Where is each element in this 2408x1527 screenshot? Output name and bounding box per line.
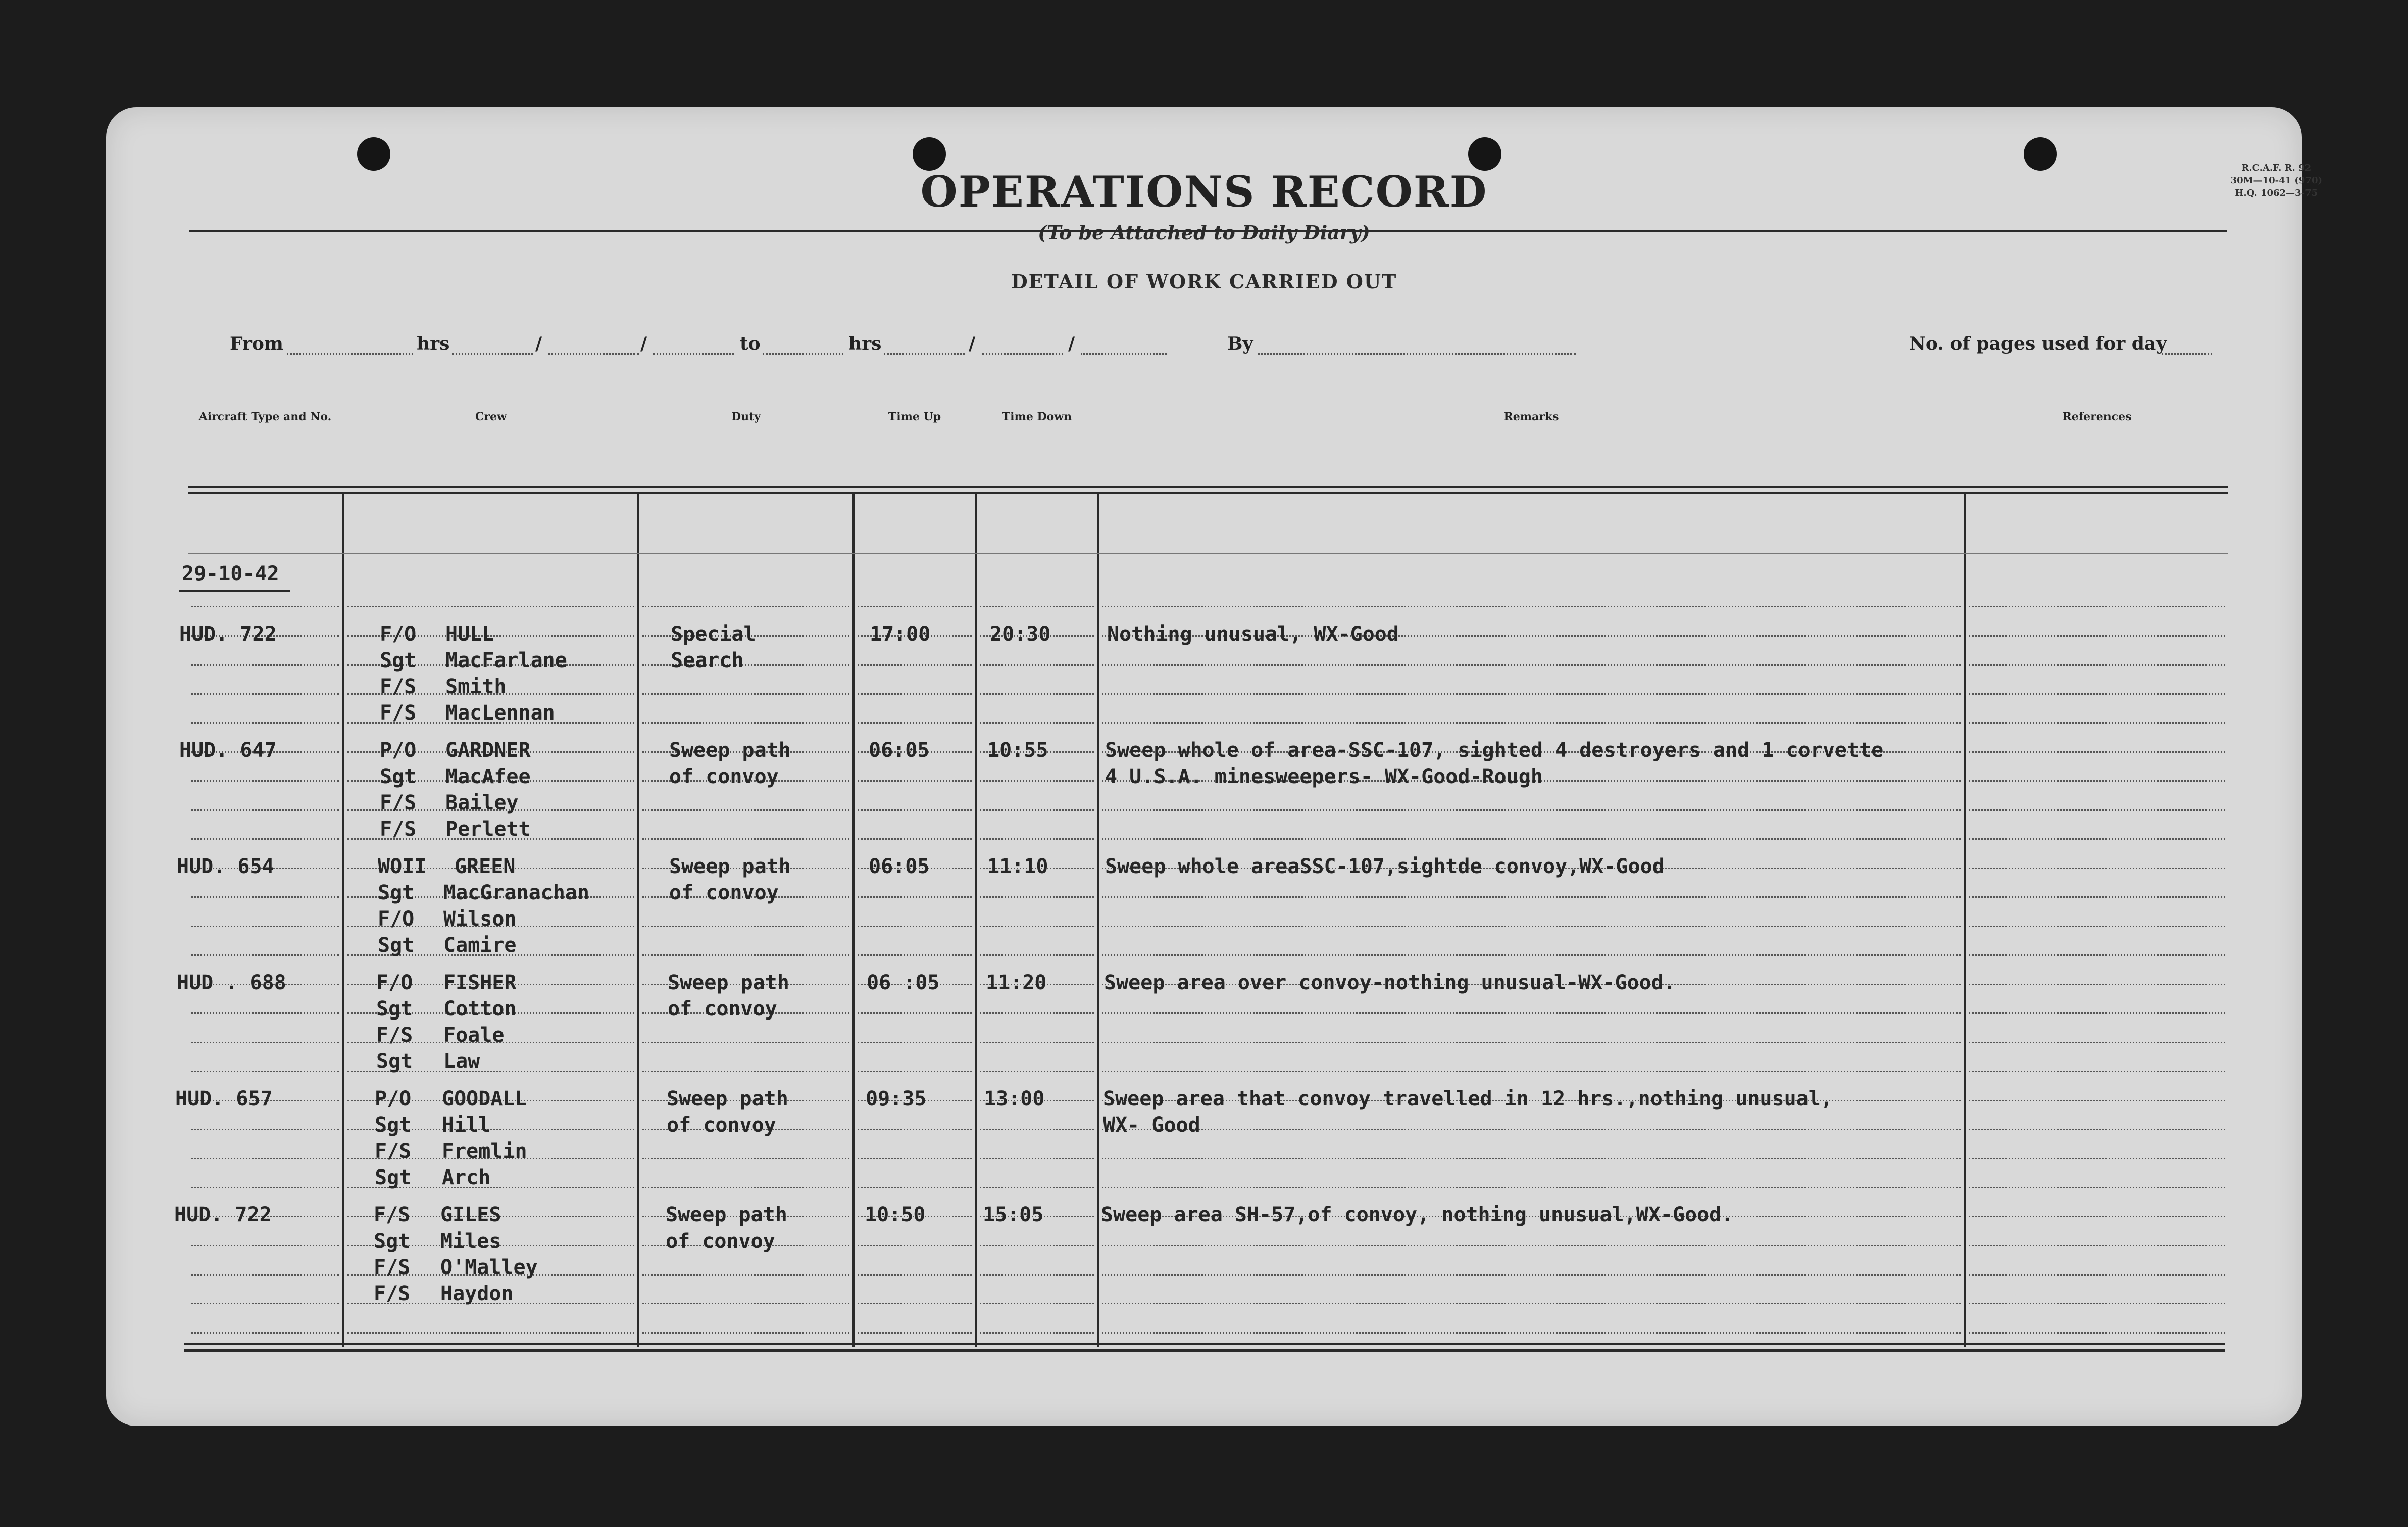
ruled-line (191, 1187, 339, 1188)
remarks-cell: Sweep whole areaSSC-107,sightde convoy,WX-Good (1105, 855, 1665, 878)
crew-name: HULL (445, 623, 494, 646)
crew-rank: F/S (374, 1256, 411, 1279)
ruled-line (191, 1158, 339, 1159)
ruled-line (642, 606, 849, 607)
from-label: From (230, 333, 283, 354)
ruled-line (980, 722, 1094, 724)
ruled-line (980, 809, 1094, 811)
ruled-line (1969, 984, 2225, 985)
time-down-cell: 15:05 (983, 1203, 1044, 1227)
ruled-line (980, 954, 1094, 956)
date-underline (179, 590, 290, 592)
ruled-line (191, 1129, 339, 1130)
crew-name: Foale (443, 1024, 505, 1047)
crew-name: Haydon (440, 1282, 514, 1305)
crew-name: Hill (442, 1113, 491, 1137)
duty-cell: Sweep path (666, 1203, 787, 1227)
ruled-line (980, 1071, 1094, 1072)
time-down-cell: 10:55 (987, 739, 1048, 762)
aircraft-cell: HUD. 654 (177, 855, 274, 878)
ruled-line (858, 1245, 972, 1246)
ruled-line (191, 926, 339, 927)
ruled-line (1102, 1187, 1961, 1188)
ruled-line (191, 838, 339, 840)
ruled-line (858, 664, 972, 666)
crew-name: MacGranachan (443, 881, 589, 904)
ruled-line (980, 1129, 1094, 1130)
crew-name: Perlett (445, 818, 531, 841)
crew-rank: Sgt (374, 1230, 411, 1253)
ruled-line (191, 722, 339, 724)
ruled-line (858, 693, 972, 695)
crew-rank: Sgt (375, 1166, 412, 1189)
crew-name: GILES (440, 1203, 501, 1227)
ruled-line (1969, 1303, 2225, 1304)
ruled-line (858, 1042, 972, 1043)
ruled-line (858, 1332, 972, 1334)
ruled-line (980, 1245, 1094, 1246)
ruled-line (980, 606, 1094, 607)
ruled-line (642, 693, 849, 695)
ruled-line (858, 926, 972, 927)
ruled-line (642, 1158, 849, 1159)
time-down-cell: 11:10 (987, 855, 1048, 878)
ruled-line (191, 606, 339, 607)
ruled-line (858, 838, 972, 840)
duty-cell: Search (671, 649, 744, 672)
ruled-line (858, 896, 972, 898)
ruled-line (642, 1303, 849, 1304)
duty-cell: of convoy (669, 881, 779, 904)
ruled-line (642, 1332, 849, 1334)
duty-cell: of convoy (666, 1230, 775, 1253)
remarks-cell: WX- Good (1103, 1113, 1200, 1137)
crew-name: MacLennan (445, 701, 555, 725)
to-label: to (740, 333, 761, 354)
duty-cell: Sweep path (667, 1087, 788, 1110)
ruled-line (858, 1129, 972, 1130)
ruled-line (191, 809, 339, 811)
ruled-line (980, 1012, 1094, 1014)
ruled-line (1969, 1012, 2225, 1014)
table-top-rule (188, 486, 2228, 488)
ruled-line (1969, 1129, 2225, 1130)
crew-name: Miles (440, 1230, 501, 1253)
ruled-line (642, 1042, 849, 1043)
ruled-line (980, 896, 1094, 898)
ruled-line (858, 954, 972, 956)
ruled-line (1969, 868, 2225, 869)
ruled-line (980, 664, 1094, 666)
crew-rank: F/S (380, 701, 417, 725)
ruled-line (191, 1332, 339, 1334)
ruled-line (980, 1274, 1094, 1276)
ruled-line (1969, 926, 2225, 927)
crew-name: Camire (443, 934, 517, 957)
ruled-line (858, 1012, 972, 1014)
ruled-line (1102, 896, 1961, 898)
ruled-line (858, 722, 972, 724)
ruled-line (980, 1332, 1094, 1334)
crew-rank: F/S (380, 791, 417, 815)
ruled-line (858, 780, 972, 782)
ruled-line (191, 896, 339, 898)
ruled-line (1102, 1129, 1961, 1130)
crew-rank: F/O (380, 623, 417, 646)
remarks-cell: Sweep area that convoy travelled in 12 hrs.,nothing unusual, (1103, 1087, 1833, 1110)
ruled-line (1102, 1303, 1961, 1304)
ruled-line (980, 926, 1094, 927)
ruled-line (858, 1274, 972, 1276)
ruled-line (1969, 1274, 2225, 1276)
ruled-line (191, 780, 339, 782)
crew-rank: Sgt (378, 881, 415, 904)
duty-cell: Sweep path (669, 855, 791, 878)
column-header-crew: Crew (475, 410, 507, 423)
ruled-line (191, 1274, 339, 1276)
ruled-line (642, 1274, 849, 1276)
aircraft-cell: HUD. 722 (174, 1203, 272, 1227)
page-subtitle: (To be Attached to Daily Diary) (1038, 221, 1370, 244)
ruled-line (858, 1303, 972, 1304)
ruled-line (1102, 1158, 1961, 1159)
crew-name: Fremlin (442, 1140, 527, 1163)
ruled-line (980, 693, 1094, 695)
ruled-line (980, 1042, 1094, 1043)
crew-name: Smith (445, 675, 507, 698)
duty-cell: Sweep path (668, 971, 789, 994)
pages-label: No. of pages used for day (1909, 333, 2167, 354)
aircraft-cell: HUD. 647 (179, 739, 277, 762)
ruled-line (1969, 954, 2225, 956)
ruled-line (1969, 722, 2225, 724)
ruled-line (1969, 1042, 2225, 1043)
ruled-line (1102, 1042, 1961, 1043)
ruled-line (642, 926, 849, 927)
ruled-line (1969, 838, 2225, 840)
ruled-line (1102, 838, 1961, 840)
crew-rank: WOII (378, 855, 427, 878)
column-header-time-up: Time Up (888, 410, 941, 423)
ruled-line (1102, 664, 1961, 666)
ruled-line (1102, 1012, 1961, 1014)
duty-cell: of convoy (667, 1113, 776, 1137)
hrs-label-2: hrs (848, 333, 882, 354)
ruled-line (1969, 1158, 2225, 1159)
duty-cell: Special (671, 623, 756, 646)
ruled-line (642, 1071, 849, 1072)
crew-name: Cotton (443, 997, 517, 1021)
ruled-line (642, 1187, 849, 1188)
ruled-line (191, 1012, 339, 1014)
time-up-cell: 06:05 (869, 739, 930, 762)
crew-rank: P/O (380, 739, 417, 762)
ruled-line (980, 780, 1094, 782)
form-reference: R.C.A.F. R. 92 30M—10-41 (970) H.Q. 1062—3-75 (2230, 163, 2322, 198)
ruled-line (191, 1303, 339, 1304)
ruled-line (1969, 635, 2225, 637)
crew-name: Bailey (445, 791, 519, 815)
column-header-remarks: Remarks (1503, 410, 1559, 423)
crew-name: Law (443, 1050, 480, 1073)
by-label: By (1227, 333, 1253, 354)
ruled-line (1969, 664, 2225, 666)
ruled-line (1969, 1245, 2225, 1246)
time-down-cell: 13:00 (984, 1087, 1045, 1110)
ruled-line (1102, 1274, 1961, 1276)
ruled-line (858, 1158, 972, 1159)
ruled-line (1102, 954, 1961, 956)
crew-rank: F/O (376, 971, 413, 994)
ruled-line (980, 838, 1094, 840)
crew-rank: F/S (380, 818, 417, 841)
ruled-line (1969, 1216, 2225, 1217)
ruled-line (191, 954, 339, 956)
column-header-aircraft: Aircraft Type and No. (198, 410, 332, 423)
crew-rank: Sgt (380, 649, 417, 672)
ruled-line (642, 722, 849, 724)
ruled-line (642, 838, 849, 840)
ruled-line (347, 1332, 634, 1334)
time-down-cell: 20:30 (990, 623, 1051, 646)
ruled-line (1969, 896, 2225, 898)
table-bottom-rule (184, 1343, 2225, 1345)
ruled-line (191, 1042, 339, 1043)
crew-name: Arch (442, 1166, 491, 1189)
ruled-line (1102, 1071, 1961, 1072)
duty-cell: of convoy (668, 997, 777, 1021)
ruled-line (980, 1303, 1094, 1304)
ruled-line (1102, 809, 1961, 811)
ruled-line (858, 1071, 972, 1072)
ruled-line (1969, 1071, 2225, 1072)
crew-name: FISHER (443, 971, 517, 994)
page-title: OPERATIONS RECORD (920, 167, 1488, 217)
ruled-line (1102, 926, 1961, 927)
ruled-line (191, 664, 339, 666)
ruled-line (1969, 1100, 2225, 1101)
ruled-line (980, 1158, 1094, 1159)
crew-name: MacFarlane (445, 649, 567, 672)
crew-rank: Sgt (380, 765, 417, 788)
ruled-line (191, 1245, 339, 1246)
crew-name: MacAfee (445, 765, 531, 788)
remarks-cell: Sweep whole of area-SSC-107, sighted 4 destroyers and 1 corvette (1105, 739, 1884, 762)
ruled-line (1969, 751, 2225, 753)
crew-rank: F/S (375, 1140, 412, 1163)
ruled-line (858, 606, 972, 607)
crew-name: GARDNER (445, 739, 531, 762)
ruled-line (1969, 809, 2225, 811)
ruled-line (191, 1071, 339, 1072)
remarks-cell: Sweep area SH-57,of convoy, nothing unusual,WX-Good. (1101, 1203, 1734, 1227)
punch-hole (1468, 137, 1501, 171)
punch-hole (2024, 137, 2057, 171)
crew-rank: Sgt (376, 997, 413, 1021)
column-header-time-down: Time Down (1001, 410, 1072, 423)
ruled-line (858, 809, 972, 811)
ruled-line (347, 606, 634, 607)
ruled-line (642, 954, 849, 956)
aircraft-cell: HUD . 688 (177, 971, 286, 994)
crew-name: GOODALL (442, 1087, 527, 1110)
time-up-cell: 17:00 (870, 623, 931, 646)
crew-rank: Sgt (378, 934, 415, 957)
ruled-line (1102, 693, 1961, 695)
section-title: DETAIL OF WORK CARRIED OUT (1011, 270, 1397, 293)
crew-rank: Sgt (375, 1113, 412, 1137)
ruled-line (1969, 693, 2225, 695)
time-up-cell: 06:05 (869, 855, 930, 878)
crew-name: O'Malley (440, 1256, 538, 1279)
crew-rank: Sgt (376, 1050, 413, 1073)
time-up-cell: 06 :05 (867, 971, 940, 994)
crew-rank: F/O (378, 907, 415, 931)
ruled-line (1102, 606, 1961, 607)
crew-rank: P/O (375, 1087, 412, 1110)
aircraft-cell: HUD. 722 (179, 623, 277, 646)
ruled-line (1969, 1187, 2225, 1188)
ruled-line (1102, 722, 1961, 724)
time-up-cell: 10:50 (865, 1203, 926, 1227)
column-header-duty: Duty (731, 410, 761, 423)
crew-name: Wilson (443, 907, 517, 931)
crew-rank: F/S (374, 1203, 411, 1227)
ruled-line (1969, 780, 2225, 782)
ruled-line (1969, 1332, 2225, 1334)
punch-hole (913, 137, 946, 171)
aircraft-cell: HUD. 657 (175, 1087, 273, 1110)
crew-rank: F/S (374, 1282, 411, 1305)
ruled-line (1102, 1332, 1961, 1334)
time-down-cell: 11:20 (986, 971, 1047, 994)
crew-name: GREEN (455, 855, 516, 878)
ruled-line (858, 1187, 972, 1188)
remarks-cell: Nothing unusual, WX-Good (1107, 623, 1399, 646)
ruled-line (642, 809, 849, 811)
crew-rank: F/S (380, 675, 417, 698)
ruled-line (980, 1187, 1094, 1188)
punch-hole (357, 137, 390, 171)
remarks-cell: Sweep area over convoy-nothing unusual-WX-Good. (1104, 971, 1676, 994)
ruled-line (191, 693, 339, 695)
duty-cell: Sweep path (669, 739, 791, 762)
column-header-references: References (2062, 410, 2132, 423)
time-up-cell: 09:35 (866, 1087, 927, 1110)
duty-cell: of convoy (669, 765, 779, 788)
record-date: 29-10-42 (182, 562, 279, 585)
hrs-label: hrs (417, 333, 450, 354)
ruled-line (1102, 1245, 1961, 1246)
ruled-line (1969, 606, 2225, 607)
crew-rank: F/S (376, 1024, 413, 1047)
remarks-cell: 4 U.S.A. minesweepers- WX-Good-Rough (1105, 765, 1543, 788)
